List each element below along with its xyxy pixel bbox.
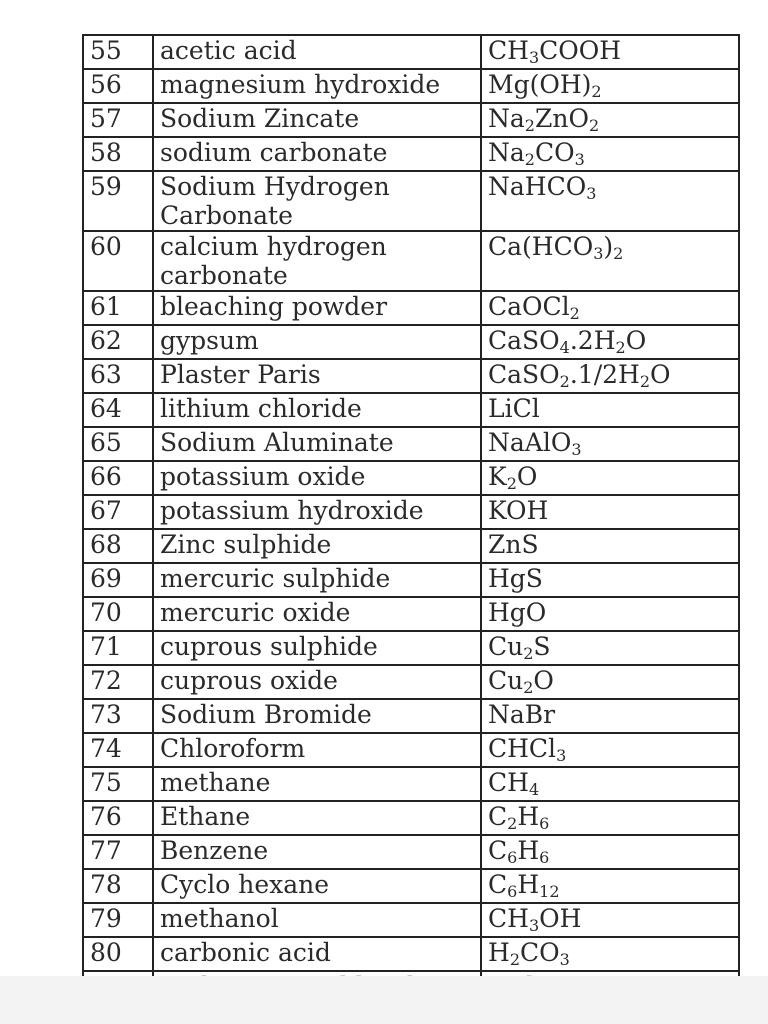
formula-text: CH (488, 904, 529, 933)
chemical-formula (481, 903, 739, 937)
formula-text: H (517, 802, 540, 831)
chemical-formula (481, 563, 739, 597)
chemical-formula (481, 597, 739, 631)
table-row (83, 563, 739, 597)
compound-number: 59 (83, 171, 153, 231)
formula-subscript: 3 (586, 184, 597, 203)
formula-text: NaHCO (488, 172, 587, 201)
chemical-formula (481, 631, 739, 665)
formula-subscript: 2 (506, 474, 517, 493)
formula-subscript: 3 (574, 150, 585, 169)
compound-number: 73 (83, 699, 153, 733)
formula-subscript: 2 (613, 244, 624, 263)
table-row (83, 69, 739, 103)
compound-number: 74 (83, 733, 153, 767)
table-row (83, 835, 739, 869)
table-row (83, 137, 739, 171)
table-row (83, 767, 739, 801)
table-row (83, 461, 739, 495)
compound-name: Sodium Bromide (153, 699, 481, 733)
formula-text: Na (488, 104, 525, 133)
compound-name: magnesium hydroxide (153, 69, 481, 103)
table-row (83, 393, 739, 427)
formula-subscript: 3 (556, 746, 567, 765)
compound-number: 78 (83, 869, 153, 903)
compound-number: 57 (83, 103, 153, 137)
formula-subscript: 2 (509, 950, 520, 969)
compound-number: 55 (83, 35, 153, 69)
formula-subscript: 6 (539, 848, 550, 867)
chemical-formula (481, 393, 739, 427)
formula-subscript: 3 (528, 916, 540, 935)
compound-number: 75 (83, 767, 153, 801)
formula-subscript: 12 (539, 882, 560, 901)
formula-text: O (533, 666, 554, 695)
compound-number: 77 (83, 835, 153, 869)
chemical-formula (481, 35, 739, 69)
formula-text: .2H (569, 326, 616, 355)
compound-name: acetic acid (153, 35, 481, 69)
compound-name: Sodium Hydrogen Carbonate (153, 171, 481, 231)
formula-text: C (488, 836, 508, 865)
formula-text: C (488, 802, 508, 831)
formula-text: H (517, 870, 540, 899)
table-row (83, 35, 739, 69)
formula-subscript: 2 (523, 644, 534, 663)
table-row (83, 103, 739, 137)
compound-name: mercuric oxide (153, 597, 481, 631)
chemical-formula (481, 733, 739, 767)
compound-number: 61 (83, 291, 153, 325)
formula-text: CaOCl (488, 292, 570, 321)
table-row (83, 171, 739, 231)
compound-name: methanol (153, 903, 481, 937)
compound-name: gypsum (153, 325, 481, 359)
chemical-formula (481, 699, 739, 733)
formula-text: O (650, 360, 671, 389)
compound-number: 80 (83, 937, 153, 971)
compound-name: mercuric sulphide (153, 563, 481, 597)
compound-number: 67 (83, 495, 153, 529)
formula-text: Ca(HCO (488, 232, 594, 261)
table-row (83, 495, 739, 529)
compound-name: Ethane (153, 801, 481, 835)
table-row (83, 359, 739, 393)
table-row (83, 869, 739, 903)
compound-number: 69 (83, 563, 153, 597)
chemical-formula (481, 103, 739, 137)
formula-text: Cu (488, 666, 524, 695)
chemical-formula (481, 665, 739, 699)
compound-name: bleaching powder (153, 291, 481, 325)
formula-text: ) (603, 232, 614, 261)
compound-table (82, 34, 740, 1006)
compound-name: Plaster Paris (153, 359, 481, 393)
table-row (83, 597, 739, 631)
formula-subscript: 2 (523, 678, 534, 697)
compound-number: 60 (83, 231, 153, 291)
chemical-formula (481, 869, 739, 903)
table-row (83, 631, 739, 665)
compound-number: 56 (83, 69, 153, 103)
formula-text: H (517, 836, 540, 865)
table-row (83, 903, 739, 937)
compound-name: lithium chloride (153, 393, 481, 427)
table-row (83, 733, 739, 767)
formula-text: CH (488, 36, 529, 65)
formula-text: HgO (488, 598, 547, 627)
formula-subscript: 4 (559, 338, 570, 357)
formula-subscript: 6 (539, 814, 550, 833)
compound-number: 72 (83, 665, 153, 699)
formula-text: S (533, 632, 551, 661)
formula-text: Na (488, 138, 525, 167)
formula-subscript: 6 (507, 882, 518, 901)
compound-name: potassium hydroxide (153, 495, 481, 529)
chemical-formula (481, 461, 739, 495)
table-row (83, 801, 739, 835)
formula-text: .1/2H (569, 360, 640, 389)
formula-text: CH (488, 768, 529, 797)
chemical-formula (481, 767, 739, 801)
compound-name: carbonic acid (153, 937, 481, 971)
chemical-formula (481, 495, 739, 529)
table-row (83, 937, 739, 971)
compound-number: 66 (83, 461, 153, 495)
compound-name: Benzene (153, 835, 481, 869)
formula-text: OH (539, 904, 582, 933)
formula-subscript: 2 (524, 116, 535, 135)
formula-subscript: 6 (507, 848, 518, 867)
table-row (83, 699, 739, 733)
formula-text: COOH (539, 36, 622, 65)
formula-text: Cu (488, 632, 524, 661)
formula-text: LiCl (488, 394, 540, 423)
chemical-formula (481, 937, 739, 971)
compound-name: calcium hydrogen carbonate (153, 231, 481, 291)
formula-text: ZnS (488, 530, 539, 559)
table-row (83, 291, 739, 325)
compound-number: 70 (83, 597, 153, 631)
compound-number: 64 (83, 393, 153, 427)
compound-name: methane (153, 767, 481, 801)
formula-subscript: 2 (639, 372, 651, 391)
chemical-formula (481, 325, 739, 359)
formula-subscript: 2 (569, 304, 580, 323)
formula-text: NaBr (488, 700, 556, 729)
compound-number: 62 (83, 325, 153, 359)
compound-number: 58 (83, 137, 153, 171)
formula-text: CHCl (488, 734, 557, 763)
compound-number: 79 (83, 903, 153, 937)
formula-text: CaSO (488, 360, 560, 389)
formula-text: CaSO (488, 326, 560, 355)
formula-text: ZnO (534, 104, 589, 133)
formula-subscript: 2 (507, 814, 518, 833)
chemical-formula (481, 427, 739, 461)
compound-name: cuprous oxide (153, 665, 481, 699)
formula-text: C (488, 870, 508, 899)
compound-number: 63 (83, 359, 153, 393)
formula-text: Mg(OH) (488, 70, 592, 99)
formula-text: O (625, 326, 647, 355)
compound-name: Chloroform (153, 733, 481, 767)
formula-text: H (488, 938, 510, 967)
compound-number: 68 (83, 529, 153, 563)
table-row (83, 427, 739, 461)
formula-subscript: 3 (559, 950, 570, 969)
formula-subscript: 2 (524, 150, 535, 169)
chemical-formula (481, 801, 739, 835)
compound-name: Sodium Aluminate (153, 427, 481, 461)
formula-subscript: 2 (588, 116, 600, 135)
compound-name: sodium carbonate (153, 137, 481, 171)
compound-name: cuprous sulphide (153, 631, 481, 665)
chemical-formula (481, 171, 739, 231)
table-row (83, 231, 739, 291)
compound-name: potassium oxide (153, 461, 481, 495)
formula-subscript: 2 (559, 372, 570, 391)
formula-text: CO (534, 138, 575, 167)
compound-table-body (83, 35, 739, 1005)
compound-number: 76 (83, 801, 153, 835)
formula-text: HgS (488, 564, 543, 593)
compound-name: Zinc sulphide (153, 529, 481, 563)
formula-text: CO (520, 938, 560, 967)
formula-text: K (488, 462, 507, 491)
formula-subscript: 2 (615, 338, 626, 357)
formula-subscript: 3 (571, 440, 582, 459)
table-row (83, 665, 739, 699)
formula-text: KOH (488, 496, 549, 525)
compound-name: Cyclo hexane (153, 869, 481, 903)
formula-subscript: 3 (593, 244, 604, 263)
chemical-formula (481, 291, 739, 325)
formula-subscript: 2 (591, 82, 602, 101)
formula-text: NaAlO (488, 428, 572, 457)
table-row (83, 529, 739, 563)
formula-subscript: 3 (528, 48, 540, 67)
formula-subscript: 4 (528, 780, 540, 799)
compound-number: 65 (83, 427, 153, 461)
chemical-formula (481, 137, 739, 171)
chemical-formula (481, 231, 739, 291)
chemical-formula (481, 359, 739, 393)
table-row (83, 325, 739, 359)
formula-text: O (516, 462, 538, 491)
compound-number: 71 (83, 631, 153, 665)
chemical-formula (481, 835, 739, 869)
chemical-formula (481, 529, 739, 563)
compound-name: Sodium Zincate (153, 103, 481, 137)
chemical-formula (481, 69, 739, 103)
bottom-margin (0, 976, 768, 1024)
